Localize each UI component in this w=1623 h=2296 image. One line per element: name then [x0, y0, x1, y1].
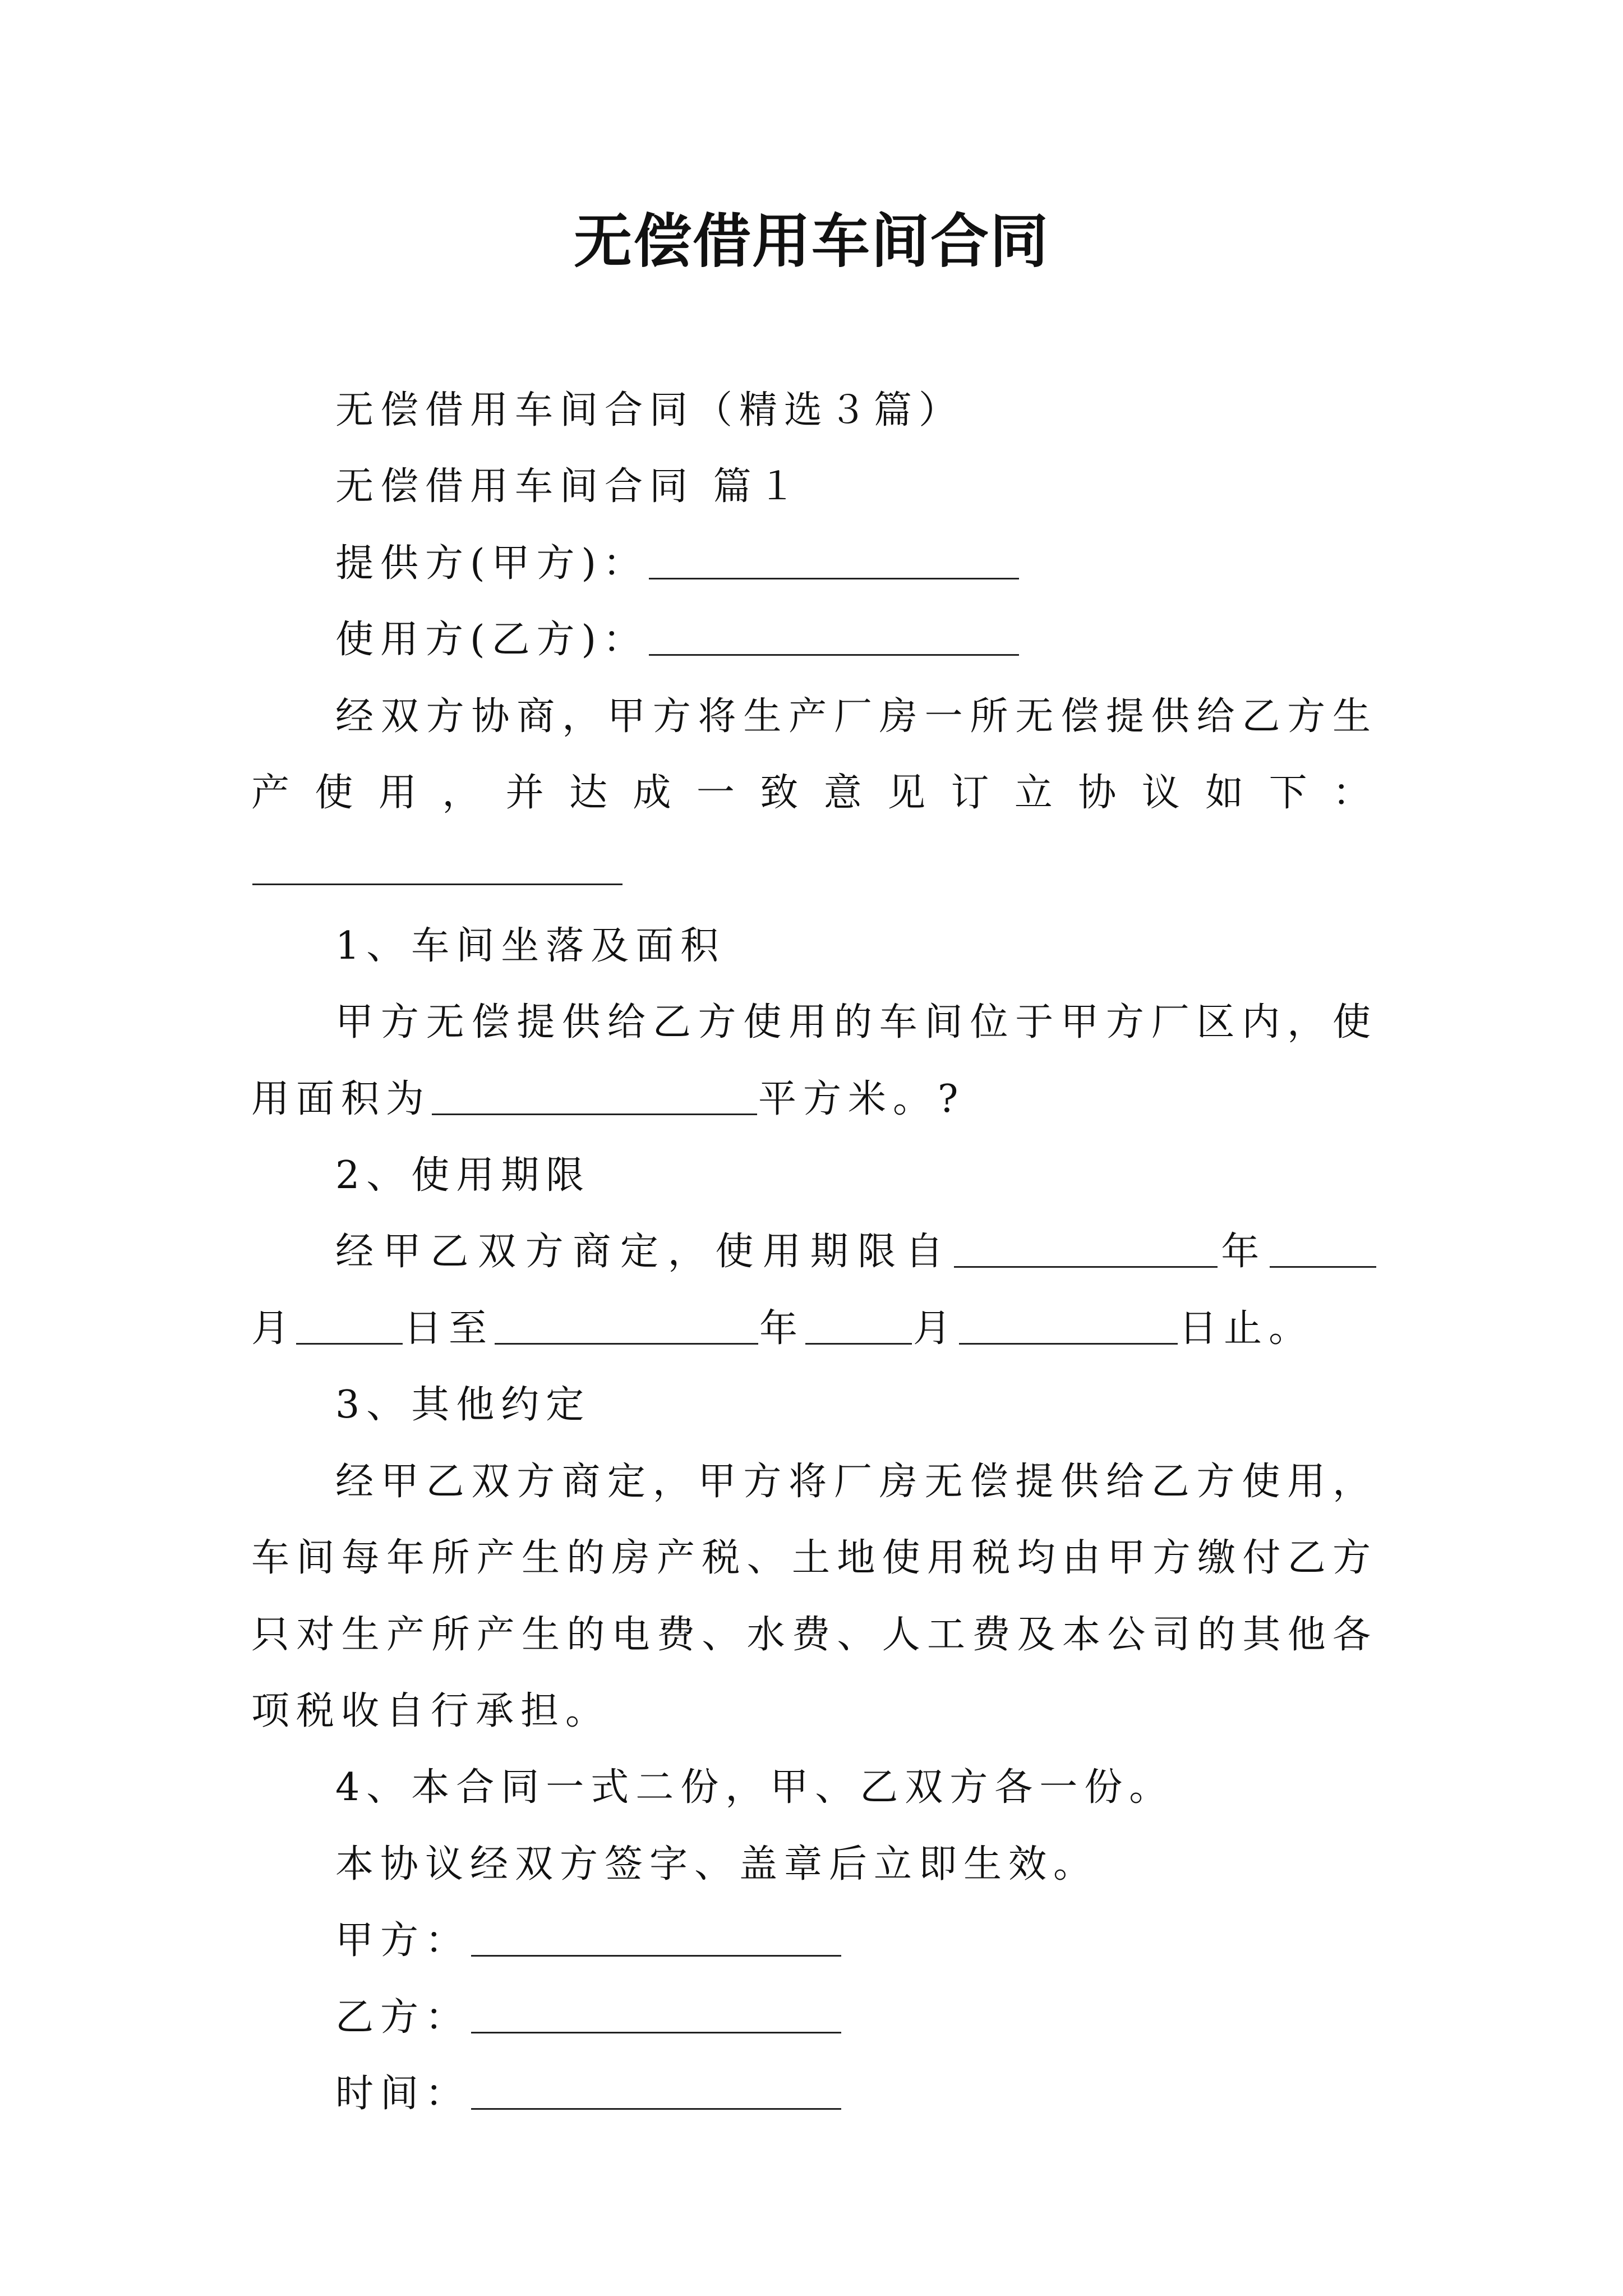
party-a-line: [251, 1903, 1377, 1979]
end-year-blank: [495, 1306, 758, 1345]
section2-end: 日止。: [1179, 1306, 1314, 1351]
provider-label: 提供方(甲方)：: [335, 541, 648, 586]
section2-heading: 2、使用期限: [335, 1153, 591, 1198]
part-heading: 无偿借用车间合同 篇１: [335, 464, 803, 509]
intro-blank: [252, 846, 623, 885]
provider-line: [251, 526, 1377, 602]
provider-blank: [649, 541, 1019, 579]
section2-text-a: 经甲乙双方商定，使用期限自: [335, 1230, 953, 1274]
intro-text: 经双方协商，甲方将生产厂房一所无偿提供给乙方生产使用，并达成一致意见订立协议如下：: [251, 694, 1377, 816]
section1-text-b: 平方米。?: [758, 1076, 965, 1121]
user-blank: [649, 617, 1019, 656]
section2-month2: 月: [913, 1306, 958, 1351]
start-day-blank: [296, 1306, 403, 1345]
section2-day-to: 日至: [404, 1306, 494, 1351]
time-line: [251, 2056, 1377, 2132]
party-a-label: 甲方：: [335, 1918, 471, 1963]
section1-text-a: 甲方无偿提供给乙方使用的车间位于甲方厂区内，使用面积为: [251, 1000, 1377, 1121]
section2-year2: 年: [759, 1306, 805, 1351]
area-blank: [432, 1076, 757, 1115]
section2-paragraph: [251, 1214, 1377, 1367]
start-year-blank: [954, 1229, 1218, 1268]
effect-paragraph: 本协议经双方签字、盖章后立即生效。: [335, 1842, 1099, 1887]
section1-heading: 1、车间坐落及面积: [335, 923, 726, 968]
section2-year: 年: [1218, 1230, 1269, 1274]
party-b-blank: [471, 1995, 841, 2033]
section3-heading: 3、其他约定: [335, 1383, 591, 1428]
document-title: 无偿借用车间合同: [573, 206, 1049, 275]
user-label: 使用方(乙方)：: [335, 618, 648, 662]
time-label: 时间：: [335, 2071, 471, 2116]
document-body: [251, 372, 1377, 2132]
subtitle: 无偿借用车间合同（精选３篇）: [335, 388, 964, 432]
party-b-label: 乙方：: [335, 1995, 471, 2040]
section3-paragraph: 经甲乙双方商定，甲方将厂房无偿提供给乙方使用，车间每年所产生的房产税、土地使用税均由甲方缴付乙方只对生产所产生的电费、水费、人工费及本公司的其他各项税收自行承担。: [251, 1459, 1377, 1733]
section1-paragraph: [251, 984, 1377, 1138]
start-month-blank: [1270, 1229, 1376, 1268]
section2-month: 月: [251, 1306, 297, 1351]
user-line: [251, 602, 1377, 678]
time-blank: [471, 2071, 841, 2110]
section4-paragraph: 4、本合同一式二份，甲、乙双方各一份。: [335, 1765, 1174, 1810]
party-b-line: [251, 1980, 1377, 2056]
party-a-blank: [471, 1918, 841, 1957]
end-day-blank: [959, 1306, 1178, 1345]
end-month-blank: [805, 1306, 912, 1345]
intro-paragraph: [251, 679, 1377, 908]
